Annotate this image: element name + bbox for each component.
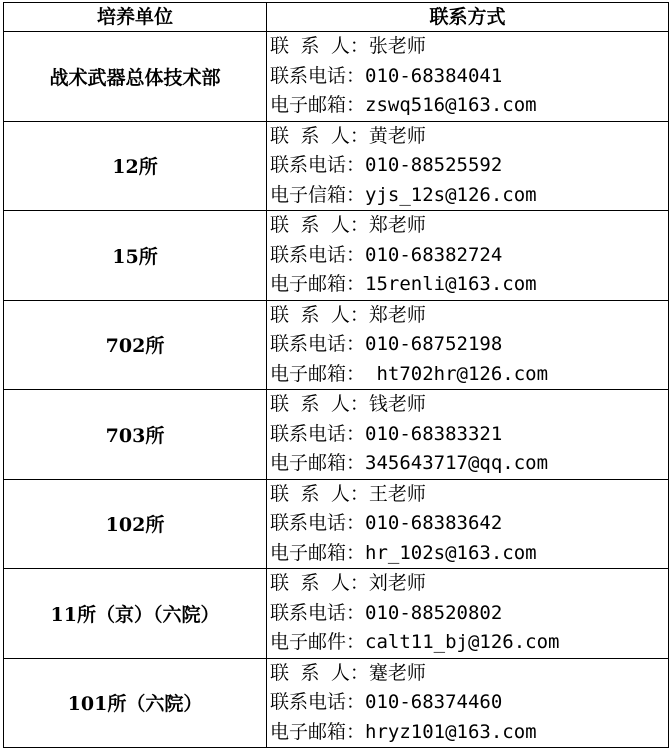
contact-person-line xyxy=(270,301,668,331)
table-row xyxy=(4,121,669,211)
unit-name: 702所 xyxy=(4,300,267,390)
contact-phone-value: 010-88525592 xyxy=(365,154,503,176)
contact-email-label: 电子邮箱： xyxy=(270,720,366,743)
unit-name: 战术武器总体技术部 xyxy=(4,32,267,122)
contact-person-value: 刘老师 xyxy=(368,572,426,594)
contact-cell xyxy=(267,32,669,122)
contact-phone-line xyxy=(270,599,668,629)
contact-phone-line xyxy=(270,62,668,92)
unit-name: 101所（六院） xyxy=(4,658,267,748)
header-row xyxy=(4,3,669,32)
contact-person-value: 王老师 xyxy=(368,482,426,505)
contact-phone-label: 联系电话： xyxy=(270,243,366,266)
contact-phone-value: 010-68383642 xyxy=(365,512,503,534)
contact-phone-line xyxy=(270,509,668,539)
contact-phone-label: 联系电话： xyxy=(270,601,366,624)
contact-email-label: 电子邮箱： xyxy=(270,273,366,295)
table-row xyxy=(4,211,669,301)
contact-email-value: 15renli@163.com xyxy=(365,273,537,295)
contact-phone-line xyxy=(270,330,668,360)
contact-phone-label: 联系电话： xyxy=(270,512,366,534)
contact-person-value: 郑老师 xyxy=(368,214,426,236)
contact-person-label: 联 系 人： xyxy=(270,303,369,326)
contact-person-line xyxy=(270,390,668,420)
contact-email-label: 电子信箱： xyxy=(270,183,366,206)
contact-email-value: zswq516@163.com xyxy=(365,94,537,116)
contact-person-value: 张老师 xyxy=(368,35,426,57)
contact-email-label: 电子邮箱： xyxy=(270,362,366,385)
contact-table xyxy=(3,2,669,748)
contact-phone-line xyxy=(270,688,668,718)
contact-phone-label: 联系电话： xyxy=(270,333,366,355)
contact-person-value: 蹇老师 xyxy=(368,661,426,684)
contact-phone-label: 联系电话： xyxy=(270,422,366,445)
contact-phone-value: 010-68384041 xyxy=(365,64,503,87)
contact-email-line xyxy=(270,270,668,300)
contact-phone-line xyxy=(270,420,668,450)
contact-person-line xyxy=(270,659,668,689)
contact-email-label: 电子邮件： xyxy=(270,631,366,653)
contact-email-line xyxy=(270,628,668,658)
contact-person-label: 联 系 人： xyxy=(270,572,369,594)
header-contact: 联系方式 xyxy=(267,3,669,32)
contact-person-line xyxy=(270,32,668,62)
contact-phone-label: 联系电话： xyxy=(270,691,366,713)
table-row xyxy=(4,390,669,480)
contact-email-line xyxy=(270,718,668,748)
contact-cell xyxy=(267,390,669,480)
contact-person-label: 联 系 人： xyxy=(270,661,369,684)
contact-person-line xyxy=(270,480,668,510)
contact-cell xyxy=(267,211,669,301)
contact-email-line xyxy=(270,181,668,211)
contact-person-value: 黄老师 xyxy=(368,124,426,147)
contact-person-label: 联 系 人： xyxy=(270,393,369,415)
contact-phone-line xyxy=(270,151,668,181)
table-row xyxy=(4,658,669,748)
contact-phone-value: 010-68374460 xyxy=(365,691,503,713)
contact-cell xyxy=(267,121,669,211)
contact-email-value: yjs_12s@126.com xyxy=(365,183,537,206)
contact-person-value: 郑老师 xyxy=(368,303,426,326)
contact-person-value: 钱老师 xyxy=(368,393,426,415)
unit-name: 12所 xyxy=(4,121,267,211)
contact-person-label: 联 系 人： xyxy=(270,214,369,236)
contact-email-line xyxy=(270,360,668,390)
contact-person-line xyxy=(270,122,668,152)
contact-person-label: 联 系 人： xyxy=(270,482,369,505)
unit-name: 15所 xyxy=(4,211,267,301)
contact-cell xyxy=(267,300,669,390)
contact-email-value: hr_102s@163.com xyxy=(365,541,537,564)
contact-phone-line xyxy=(270,241,668,271)
contact-email-value: ht702hr@126.com xyxy=(365,362,549,385)
table-row xyxy=(4,32,669,122)
contact-email-label: 电子邮箱： xyxy=(270,541,366,564)
contact-person-label: 联 系 人： xyxy=(270,35,369,57)
table-row xyxy=(4,569,669,659)
contact-email-value: calt11_bj@126.com xyxy=(365,631,560,653)
contact-email-value: hryz101@163.com xyxy=(365,720,537,743)
contact-email-line xyxy=(270,539,668,569)
contact-cell xyxy=(267,658,669,748)
contact-phone-value: 010-68383321 xyxy=(365,422,503,445)
unit-name: 11所（京）（六院） xyxy=(4,569,267,659)
contact-email-label: 电子邮箱： xyxy=(270,94,366,116)
contact-person-line xyxy=(270,569,668,599)
contact-email-value: 345643717@qq.com xyxy=(365,452,549,474)
contact-cell xyxy=(267,569,669,659)
table-row xyxy=(4,479,669,569)
table-row xyxy=(4,300,669,390)
unit-name: 703所 xyxy=(4,390,267,480)
contact-phone-value: 010-88520802 xyxy=(365,601,503,624)
contact-phone-value: 010-68382724 xyxy=(365,243,503,266)
contact-cell xyxy=(267,479,669,569)
header-unit: 培养单位 xyxy=(4,3,267,32)
contact-email-line xyxy=(270,449,668,479)
contact-phone-value: 010-68752198 xyxy=(365,333,503,355)
contact-phone-label: 联系电话： xyxy=(270,154,366,176)
contact-phone-label: 联系电话： xyxy=(270,64,366,87)
unit-name: 102所 xyxy=(4,479,267,569)
contact-email-line xyxy=(270,91,668,121)
contact-person-line xyxy=(270,211,668,241)
contact-person-label: 联 系 人： xyxy=(270,124,369,147)
contact-email-label: 电子邮箱： xyxy=(270,452,366,474)
